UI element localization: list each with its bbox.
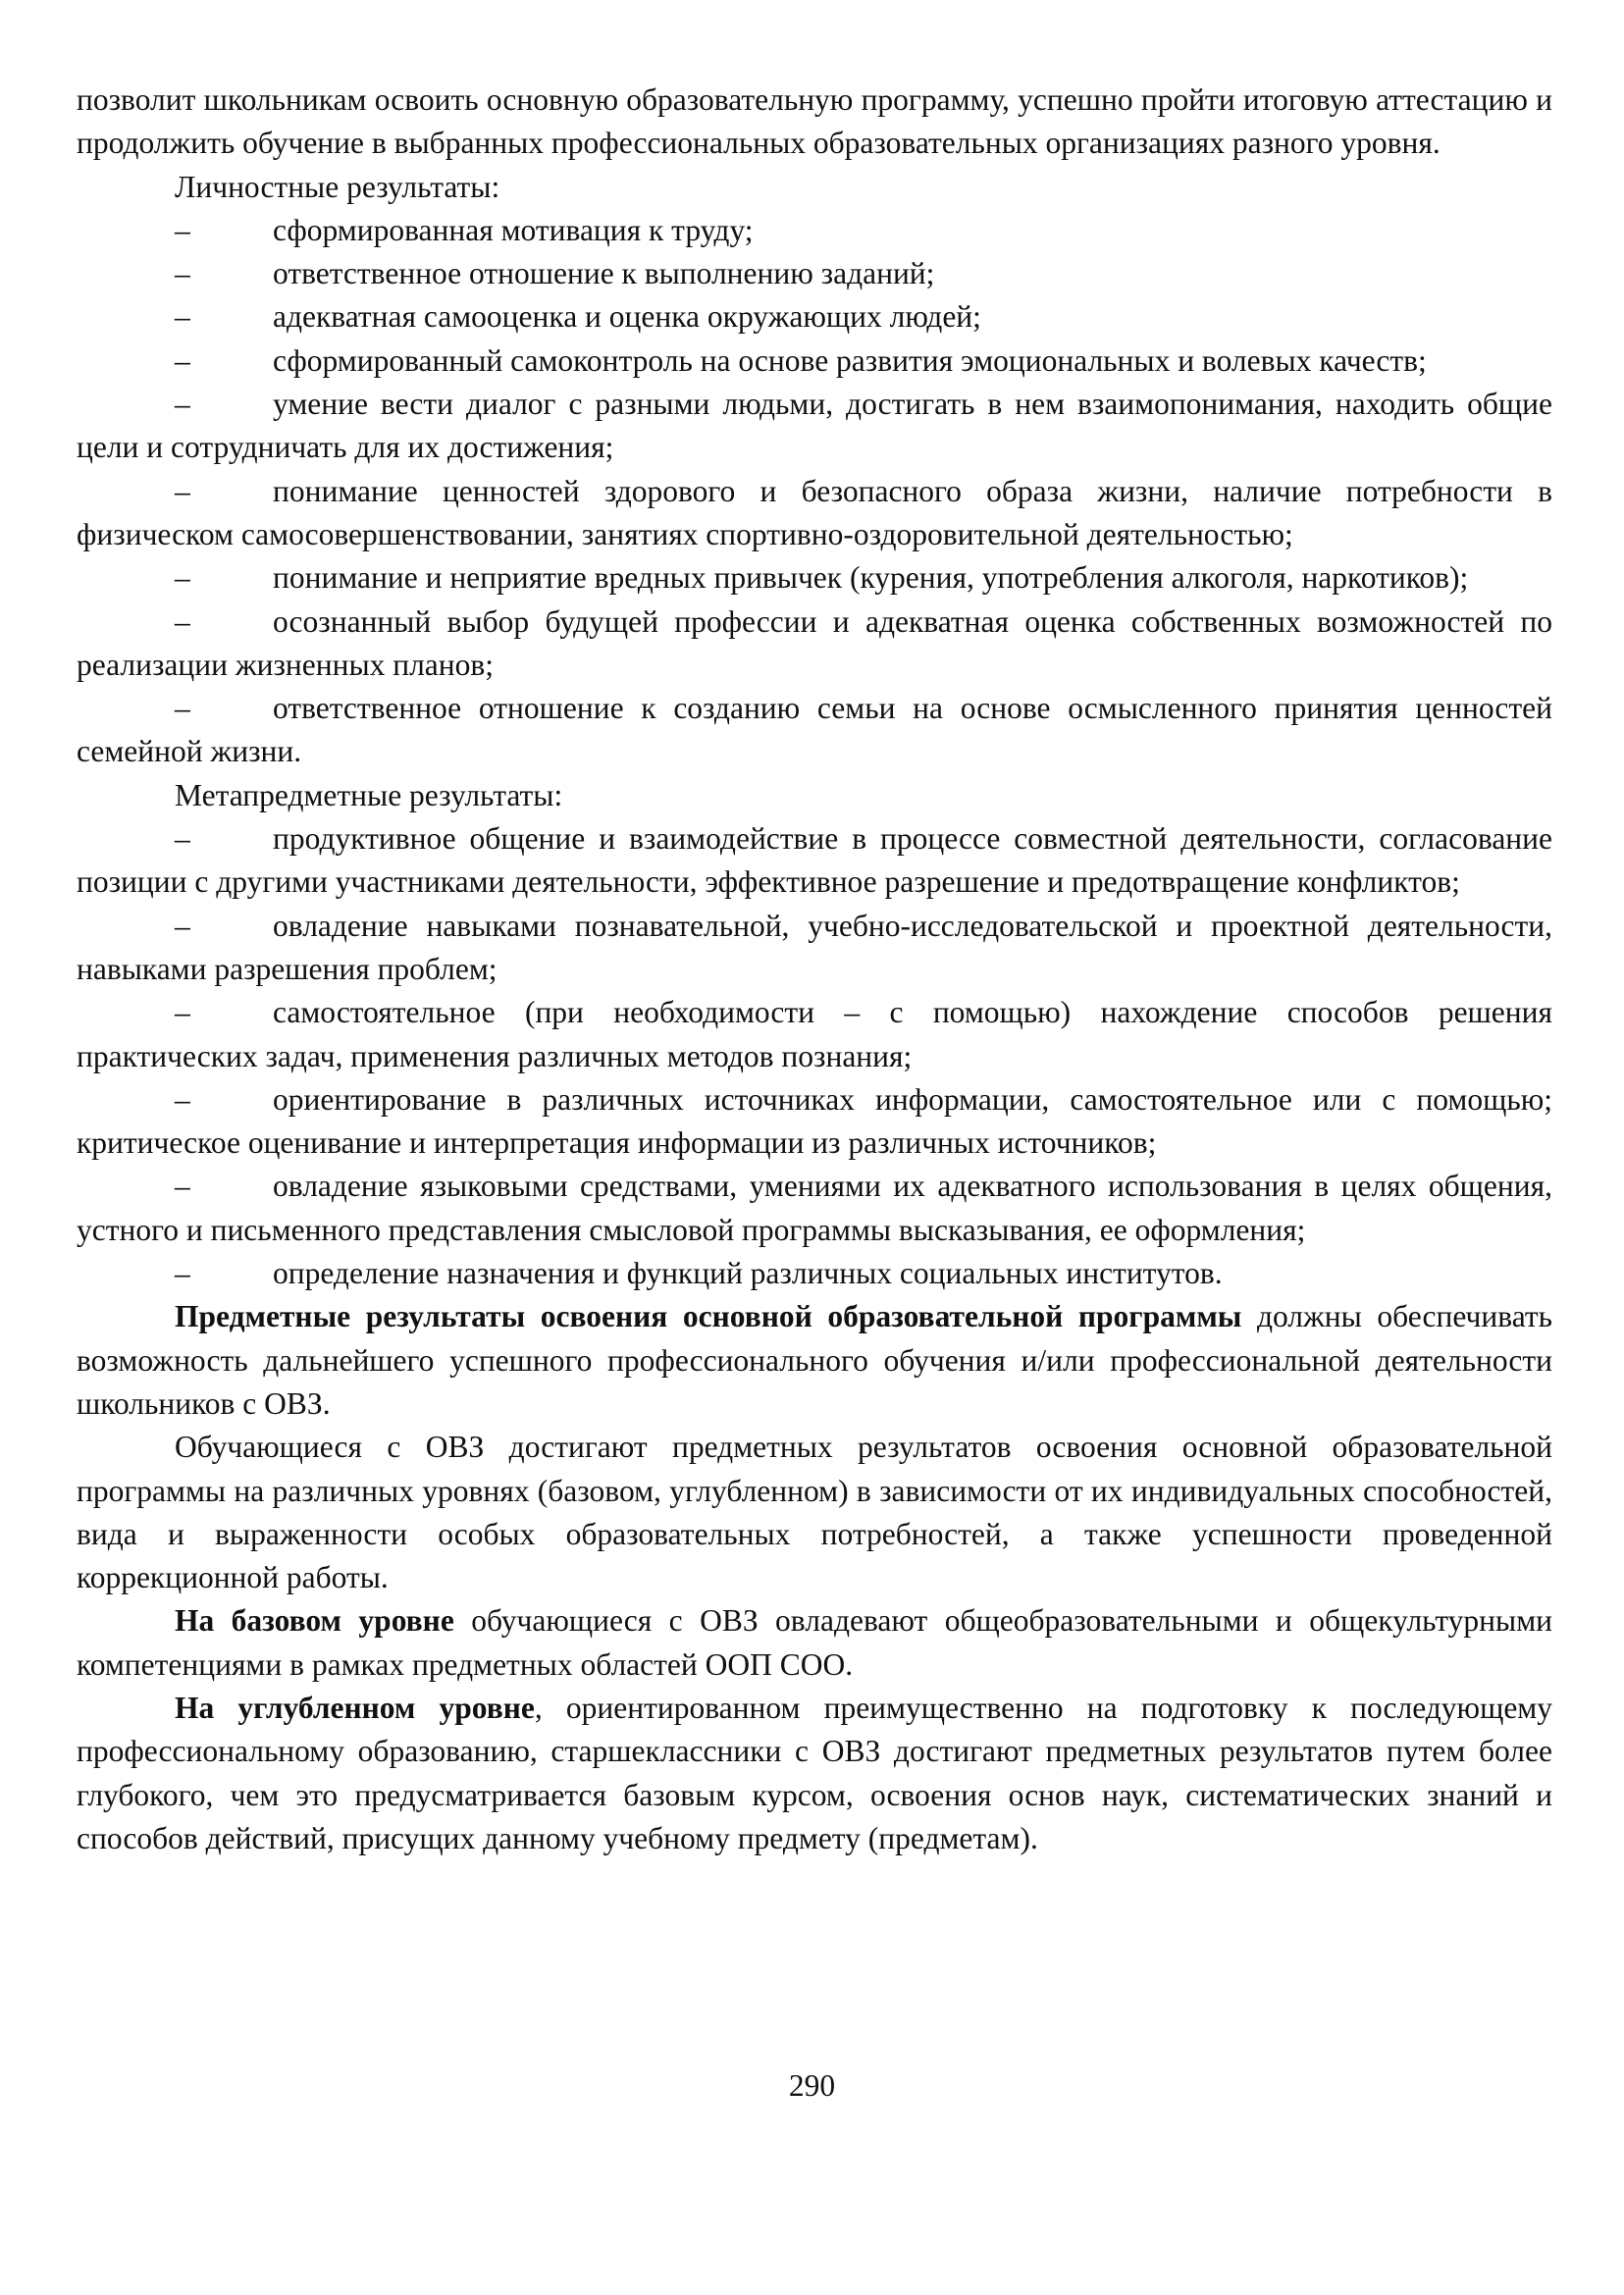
meta-results-list (77, 817, 1552, 1295)
dash-marker: – (175, 1169, 190, 1204)
list-item-text: адекватная самооценка и оценка окружающих людей; (273, 299, 981, 335)
list-item (77, 252, 1552, 295)
dash-marker: – (175, 691, 190, 726)
list-item-text: осознанный выбор будущей профессии и адекватная оценка собственных возможностей по реализации жизненных планов; (77, 603, 1552, 682)
list-item (77, 600, 1552, 688)
advanced-level-bold: На углубленном уровне (175, 1690, 535, 1725)
list-item (77, 383, 1552, 470)
dash-marker: – (175, 603, 190, 639)
list-item (77, 209, 1552, 252)
dash-marker: – (175, 299, 190, 335)
paragraph-levels: Обучающиеся с ОВЗ достигают предметных результатов освоения основной образовательной программы на различных уровнях (базовом, углубленном) в зависимости от их индивидуальных способностей, вида и выраженности особых образовательных потребностей, а также успешности проведенной коррекционной работы. (77, 1430, 1552, 1595)
list-item-text: ответственное отношение к созданию семьи на основе осмысленного принятия ценностей семейной жизни. (77, 691, 1552, 769)
list-item (77, 991, 1552, 1078)
dash-marker: – (175, 473, 190, 508)
list-item (77, 470, 1552, 557)
list-item-text: овладение языковыми средствами, умениями их адекватного использования в целях общения, устного и письменного представления смысловой программы высказывания, ее оформления; (77, 1169, 1552, 1247)
list-item (77, 295, 1552, 339)
subject-results-bold: Предметные результаты освоения основной образовательной программы (175, 1299, 1242, 1334)
dash-marker: – (175, 342, 190, 378)
list-item-text: умение вести диалог с разными людьми, достигать в нем взаимопонимания, находить общие цели и сотрудничать для их достижения; (77, 387, 1552, 465)
list-item-text: понимание ценностей здорового и безопасного образа жизни, наличие потребности в физическом самосовершенствовании, занятиях спортивно-оздоровительной деятельностью; (77, 473, 1552, 551)
personal-results-list (77, 209, 1552, 774)
paragraph-advanced-level (77, 1687, 1552, 1860)
list-item (77, 339, 1552, 383)
list-item (77, 817, 1552, 905)
list-item-text: определение назначения и функций различных социальных институтов. (273, 1256, 1223, 1291)
list-item (77, 1165, 1552, 1252)
paragraph-intro: позволит школьникам освоить основную образовательную программу, успешно пройти итоговую аттестацию и продолжить обучение в выбранных профессиональных образовательных организациях разного уровня. (77, 82, 1552, 161)
list-item-text: понимание и неприятие вредных привычек (курения, употребления алкоголя, наркотиков); (273, 560, 1469, 596)
list-item-text: сформированная мотивация к труду; (273, 212, 754, 247)
meta-results-heading: Метапредметные результаты: (175, 777, 563, 812)
list-item-text: овладение навыками познавательной, учебно-исследовательской и проектной деятельности, навыками разрешения проблем; (77, 908, 1552, 986)
personal-results-heading: Личностные результаты: (175, 169, 500, 204)
list-item-text: сформированный самоконтроль на основе развития эмоциональных и волевых качеств; (273, 342, 1427, 378)
page-number: 290 (788, 2068, 836, 2103)
list-item (77, 1078, 1552, 1166)
subject-results-text: должны обеспечивать возможность дальнейшего успешного профессионального обучения и/или профессиональной деятельности школьников с ОВЗ. (77, 1299, 1552, 1421)
paragraph-basic-level (77, 1599, 1552, 1687)
dash-marker: – (175, 821, 190, 857)
paragraph-subject-results (77, 1295, 1552, 1426)
basic-level-text: обучающиеся с ОВЗ овладевают общеобразовательными и общекультурными компетенциями в рамках предметных областей ООП СОО. (77, 1603, 1552, 1682)
dash-marker: – (175, 560, 190, 596)
dash-marker: – (175, 256, 190, 291)
dash-marker: – (175, 1256, 190, 1291)
dash-marker: – (175, 908, 190, 943)
dash-marker: – (175, 1081, 190, 1117)
list-item-text: самостоятельное (при необходимости – с помощью) нахождение способов решения практических задач, применения различных методов познания; (77, 995, 1552, 1073)
dash-marker: – (175, 387, 190, 422)
basic-level-bold: На базовом уровне (175, 1603, 454, 1639)
list-item-text: продуктивное общение и взаимодействие в процессе совместной деятельности, согласование позиции с другими участниками деятельности, эффективное разрешение и предотвращение конфликтов; (77, 821, 1552, 900)
list-item-text: ответственное отношение к выполнению заданий; (273, 256, 935, 291)
list-item (77, 556, 1552, 600)
dash-marker: – (175, 995, 190, 1030)
advanced-level-text: , ориентированном преимущественно на подготовку к последующему профессиональному образованию, старшеклассники с ОВЗ достигают предметных результатов путем более глубокого, чем это предусматривается базовым курсом, освоения основ наук, систематических знаний и способов действий, присущих данному учебному предмету (предметам). (77, 1690, 1552, 1855)
list-item (77, 1252, 1552, 1295)
list-item (77, 687, 1552, 774)
list-item (77, 905, 1552, 992)
list-item-text: ориентирование в различных источниках информации, самостоятельное или с помощью; критическое оценивание и интерпретация информации из различных источников; (77, 1081, 1552, 1161)
dash-marker: – (175, 212, 190, 247)
document-page (77, 78, 1552, 1860)
